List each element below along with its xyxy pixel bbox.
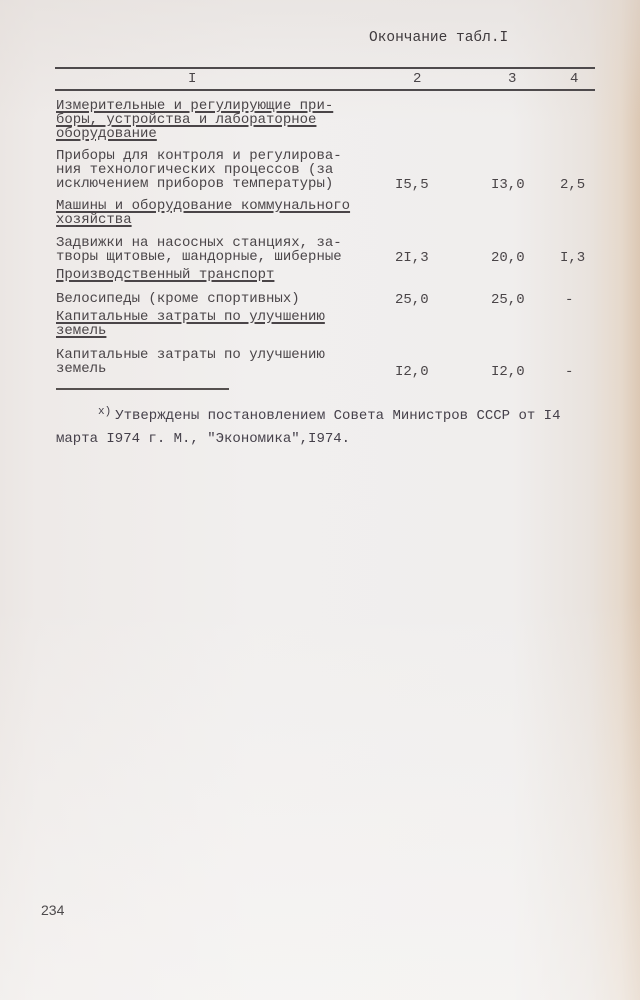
item-label-line: земель <box>56 361 107 377</box>
cell-value-col4: - <box>565 364 574 380</box>
cell-value-col3: I3,0 <box>491 177 525 193</box>
footnote <box>56 405 596 450</box>
category-heading-line: Машины и оборудование коммунального <box>56 198 351 214</box>
category-heading-line: боры, устройства и лабораторное <box>56 112 317 128</box>
cell-value-col4: - <box>565 292 574 308</box>
cell-value-col4: I,3 <box>560 250 586 266</box>
cell-value-col3: 25,0 <box>491 292 525 308</box>
cell-value-col3: I2,0 <box>491 364 525 380</box>
footnote-line-2: марта I974 г. М., "Экономика",I974. <box>56 431 351 447</box>
cell-value-col2: 2I,3 <box>395 250 429 266</box>
cell-value-col2: I5,5 <box>395 177 429 193</box>
category-heading-line: Капитальные затраты по улучшению <box>56 309 325 325</box>
item-label-line: исключением приборов температуры) <box>56 176 334 192</box>
column-header-1: I <box>188 71 197 87</box>
category-heading-line: хозяйства <box>56 212 132 228</box>
item-label-line: ния технологических процессов (за <box>56 162 334 178</box>
column-header-4: 4 <box>570 71 579 87</box>
column-header-2: 2 <box>413 71 422 87</box>
cell-value-col2: 25,0 <box>395 292 429 308</box>
item-label-line: Велосипеды (кроме спортивных) <box>56 291 300 307</box>
table-top-rule <box>55 67 595 69</box>
item-label-line: Капитальные затраты по улучшению <box>56 347 325 363</box>
cell-value-col4: 2,5 <box>560 177 586 193</box>
category-heading-line: земель <box>56 323 107 339</box>
item-label-line: Приборы для контроля и регулирова- <box>56 148 342 164</box>
footnote-text-1: Утверждены постановлением Совета Министров СССР от I4 <box>115 408 561 424</box>
category-heading-line: Измерительные и регулирующие при- <box>56 98 334 114</box>
column-header-3: 3 <box>508 71 517 87</box>
item-label-line: Задвижки на насосных станциях, за- <box>56 235 342 251</box>
table-header-rule <box>55 89 595 91</box>
footnote-line-1 <box>56 405 596 428</box>
footnote-mark: x) <box>98 406 112 418</box>
table-caption: Окончание табл.I <box>369 30 509 46</box>
category-heading-line: Производственный транспорт <box>56 267 275 283</box>
cell-value-col3: 20,0 <box>491 250 525 266</box>
category-heading-line: оборудование <box>56 126 157 142</box>
cell-value-col2: I2,0 <box>395 364 429 380</box>
item-label-line: творы щитовые, шандорные, шиберные <box>56 249 342 265</box>
page-number: 234 <box>41 902 65 918</box>
footnote-separator <box>56 388 229 390</box>
